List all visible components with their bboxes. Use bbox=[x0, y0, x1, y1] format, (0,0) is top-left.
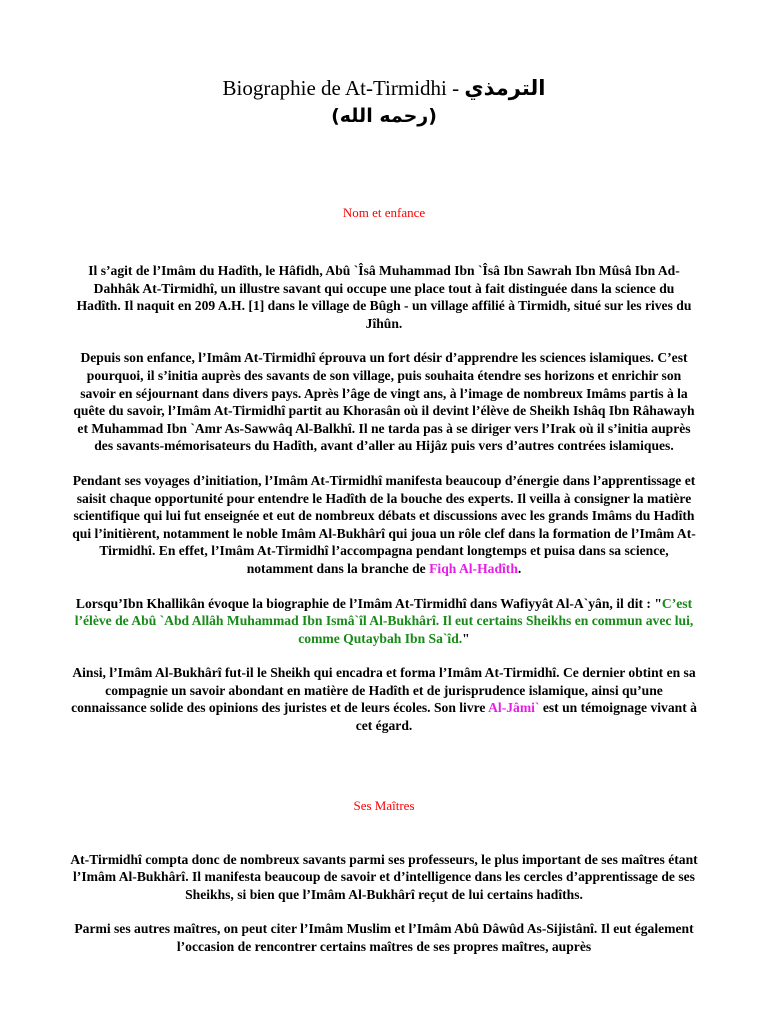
quote-text: C’est l’élève de Abû `Abd Allâh Muhammad Ibn Ismâ`îl Al-Bukhârî. Il eut certains Sheikhs en commun avec lui, comme Qutaybah Ibn Sa`îd. bbox=[74, 595, 694, 646]
paragraph-5-end: est un témoignage vivant à cet égard. bbox=[355, 700, 697, 734]
paragraph-3-text: Pendant ses voyages d’initiation, l’Imâm At-Tirmidhî manifesta beaucoup d’énergie dans l’apprentissage et saisit chaque opportunité pour entendre le Hadîth de la bouche des experts. Il veilla à consigner la matière scientifique qui lui fut enseignée et eut de nombreux débats et discussions avec les grands Imâms du Hadîth qui l’initièrent, notamment le noble Imâm Al-Bukhârî qui joua un rôle clef dans la formation de l’Imâm At-Tirmidhî. En effet, l’Imâm At-Tirmidhî l’accompagna pendant longtemps et puisa dans sa science, notamment dans la branche de bbox=[72, 472, 696, 576]
paragraph-5-text: Ainsi, l’Imâm Al-Bukhârî fut-il le Sheikh qui encadra et forma l’Imâm At-Tirmidhî. Ce dernier obtint en sa compagnie un savoir abondant en matière de Hadîth et de jurisprudence islamique, ainsi qu’une connaissance solide des opinions des juristes et de leurs écoles. Son livre bbox=[71, 665, 696, 716]
paragraph-4-text: Lorsqu’Ibn Khallikân évoque la biographie de l’Imâm At-Tirmidhî dans Wafiyyât Al-A`yân, il dit : " bbox=[75, 595, 662, 611]
fiqh-al-hadith-link[interactable]: Fiqh Al-Hadîth bbox=[429, 560, 518, 576]
paragraph-5 bbox=[70, 664, 698, 734]
page-title bbox=[70, 0, 698, 103]
page-subtitle: (رحمه الله) bbox=[331, 105, 437, 127]
paragraph-7: Parmi ses autres maîtres, on peut citer l’Imâm Muslim et l’Imâm Abû Dâwûd As-Sijistânî. Il eut également l’occasion de rencontrer certains maîtres de ses propres maîtres, auprès bbox=[74, 921, 694, 955]
section-heading-ses-maitres: Ses Maîtres bbox=[353, 797, 415, 813]
al-jami-link[interactable]: Al-Jâmi` bbox=[488, 700, 540, 716]
paragraph-3-end: . bbox=[517, 560, 522, 576]
paragraph-2: Depuis son enfance, l’Imâm At-Tirmidhî éprouva un fort désir d’apprendre les sciences islamiques. C’est pourquoi, il s’initia auprès des savants de son village, puis souhaita étendre ses horizons et enrichir son savoir en séjournant dans divers pays. Après l’âge de vingt ans, à l’image de nombreux Imâms partis à la quête du savoir, l’Imâm At-Tirmidhî partit au Khorasân où il devint l’élève de Sheikh Ishâq Ibn Râhawayh et Muhammad Ibn `Amr As-Sawwâq Al-Balkhî. Il ne tarda pas à se diriger vers l’Irak où il s’initia auprès des savants-mémorisateurs du Hadîth, avant d’aller au Hijâz puis vers d’autres contrées islamiques. bbox=[73, 350, 695, 454]
document-page bbox=[70, 0, 698, 956]
paragraph-4-end: " bbox=[462, 630, 470, 646]
paragraph-6: At-Tirmidhî compta donc de nombreux savants parmi ses professeurs, le plus important de ses maîtres étant l’Imâm Al-Bukhârî. Il manifesta beaucoup de savoir et d’intelligence dans les cercles d’apprentissage de ses Sheikhs, si bien que l’Imâm Al-Bukhârî reçut de lui certains hadîths. bbox=[70, 851, 698, 902]
title-arabic: الترمذي bbox=[464, 76, 546, 100]
paragraph-4 bbox=[70, 595, 698, 648]
paragraph-3 bbox=[70, 472, 698, 578]
title-latin: Biographie de At-Tirmidhi - bbox=[222, 76, 465, 100]
section-heading-nom-enfance: Nom et enfance bbox=[342, 205, 426, 220]
paragraph-1: Il s’agit de l’Imâm du Hadîth, le Hâfidh, Abû `Îsâ Muhammad Ibn `Îsâ Ibn Sawrah Ibn Mûsâ Ibn Ad-Dahhâk At-Tirmidhî, un illustre savant qui occupe une place tout à fait distinguée dans la science du Hadîth. Il naquit en 209 A.H. [1] dans le village de Bûgh - un village affilié à Tirmidh, situé sur les rives du Jîhûn. bbox=[76, 263, 692, 331]
